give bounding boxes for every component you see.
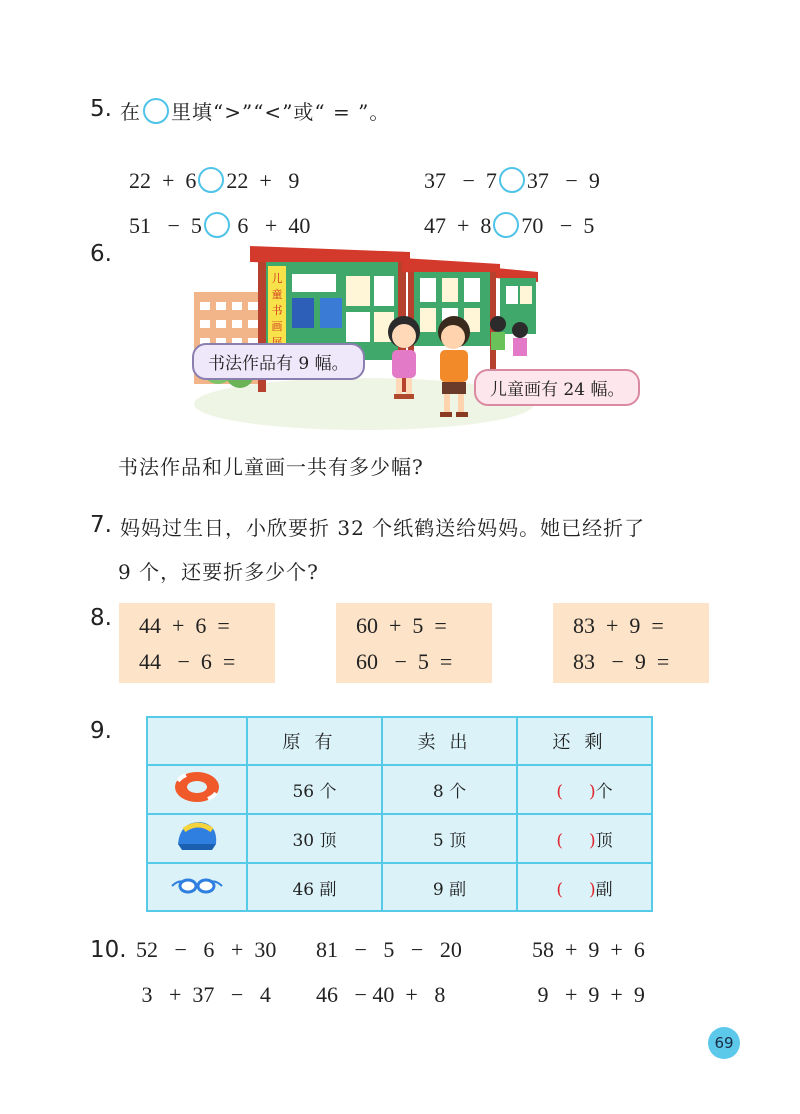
paren-left: ( [556,831,563,851]
q7-line1: 妈妈过生日，小欣要折 32 个纸鹤送给妈妈。她已经折了 [120,516,646,540]
q5-row2-left [118,186,310,239]
board-title-char: 画 [271,320,283,333]
paren-right: ) [589,879,596,900]
q10-expr[interactable]: 58 + 9 + 6 [532,937,645,962]
q6-question: 书法作品和儿童画一共有多少幅? [118,455,424,479]
q8-expr[interactable]: 60 + 5 = [356,613,447,638]
q9-item-cell [147,765,247,814]
q9-sold: 9 副 [382,863,517,911]
paren-left: ( [556,879,563,900]
q5-circle-example [143,98,169,124]
q5-answer-circle[interactable] [204,212,230,238]
q8-expr[interactable]: 60 − 5 = [356,649,453,674]
paren-right: ) [589,782,596,802]
q9-have: 30 顶 [247,814,382,863]
q10-expr[interactable]: 3 + 37 − 4 [136,982,271,1007]
q5-expr-3b: 6 + 40 [231,213,311,238]
q10-expr[interactable]: 52 − 6 + 30 [136,937,277,962]
q5-prompt-pre: 在 [120,100,141,124]
q8-expr[interactable]: 83 − 9 = [573,649,670,674]
q9-sold: 5 顶 [382,814,517,863]
q5-answer-circle[interactable] [493,212,519,238]
q5-number: 5. [90,96,112,122]
q7-number: 7. [90,512,112,538]
paren-left: ( [556,782,563,802]
board-title-char: 书 [271,304,283,317]
q8-expr[interactable]: 83 + 9 = [573,613,664,638]
q9-number: 9. [90,718,112,744]
q8-expr[interactable]: 44 + 6 = [139,613,230,638]
swim-ring-icon [172,767,222,807]
paren-right: ) [589,831,596,851]
q5-expr-2b: 37 − 9 [526,168,600,193]
q9-remain-cell[interactable] [517,814,652,863]
q10-number: 10. [90,937,127,963]
q9-table [146,716,653,912]
q8-box-3 [553,603,709,683]
q8-number: 8. [90,605,112,631]
swim-cap-icon [172,816,222,856]
q9-unit: 顶 [595,831,613,851]
goggles-icon [170,870,224,900]
board-title-char: 儿 [271,272,283,285]
q7-line2: 9 个，还要折多少个? [118,560,319,584]
q9-header-sold: 卖出 [382,717,517,765]
q5-prompt [120,96,390,125]
q9-unit: 副 [595,879,613,900]
q9-remain-cell[interactable] [517,765,652,814]
q5-expr-1a: 22 + 6 [129,168,197,193]
q9-remain-cell[interactable] [517,863,652,911]
q5-expr-1b: 22 + 9 [226,168,300,193]
q5-prompt-post: 里填“>”“<”或“ = ”。 [171,100,391,124]
q8-expr[interactable]: 44 − 6 = [139,649,236,674]
q9-have: 56 个 [247,765,382,814]
q9-header-blank [147,717,247,765]
q6-number: 6. [90,241,112,267]
q10-expr[interactable]: 81 − 5 − 20 [316,937,462,962]
q9-unit: 个 [595,782,613,802]
board-title-char: 童 [271,288,283,301]
q5-expr-4b: 70 − 5 [521,213,595,238]
q9-item-cell [147,814,247,863]
q5-expr-2a: 37 − 7 [424,168,497,193]
q9-header-remain: 还剩 [517,717,652,765]
q9-item-cell [147,863,247,911]
speech-bubble-left: 书法作品有 9 幅。 [192,343,365,380]
q10-expr[interactable]: 46 − 40 + 8 [316,982,446,1007]
q8-box-2 [336,603,492,683]
q9-sold: 8 个 [382,765,517,814]
q9-header-have: 原有 [247,717,382,765]
q5-expr-3a: 51 − 5 [129,213,202,238]
q9-have: 46 副 [247,863,382,911]
q5-row2-right [413,186,594,239]
q8-box-1 [119,603,275,683]
speech-bubble-right: 儿童画有 24 幅。 [474,369,640,406]
q5-expr-4a: 47 + 8 [424,213,492,238]
q10-expr[interactable]: 9 + 9 + 9 [532,982,645,1007]
page-number-badge: 69 [708,1027,740,1059]
